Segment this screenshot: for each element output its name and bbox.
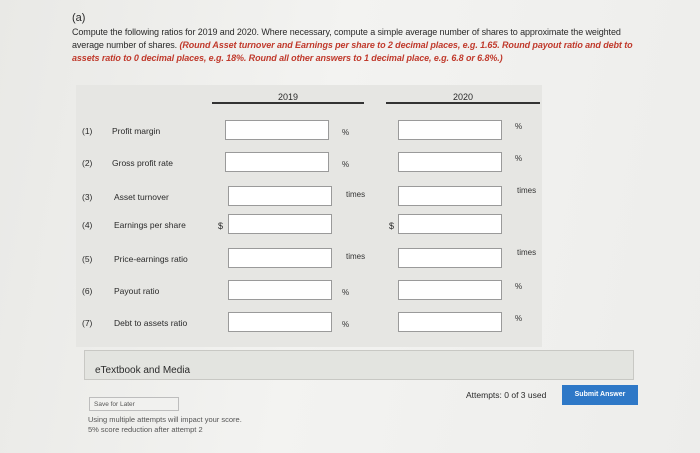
answer-input-2019[interactable] [225, 152, 329, 172]
unit-label-2020: times [517, 248, 537, 257]
answer-input-2020[interactable] [398, 280, 502, 300]
answer-input-2019[interactable] [228, 214, 332, 234]
attempts-counter: Attempts: 0 of 3 used [466, 390, 547, 400]
row-number: (2) [82, 158, 93, 168]
instructions [72, 26, 652, 65]
column-header-2019: 2019 [212, 92, 364, 104]
unit-label-2019: % [342, 160, 350, 169]
rounding-instructions: (Round Asset turnover and Earnings per share to 2 decimal places, e.g. 1.65. Round payout ratio and debt to assets ratio to 0 decimal places, e.g. 18%. Round all other answers to 1 decimal place, e.g. 6.8 or 6.8%.) [72, 40, 633, 63]
column-header-2020: 2020 [386, 92, 540, 104]
answer-input-2019[interactable] [228, 280, 332, 300]
row-number: (5) [82, 254, 93, 264]
unit-label-2019: times [346, 252, 366, 261]
unit-label-2019: % [342, 288, 350, 297]
unit-label-2020: % [515, 122, 523, 131]
part-label: (a) [72, 12, 86, 24]
row-number: (3) [82, 192, 93, 202]
etextbook-media-bar[interactable] [84, 350, 634, 380]
answer-input-2020[interactable] [398, 248, 502, 268]
answer-input-2020[interactable] [398, 186, 502, 206]
attempt-note-line1: Using multiple attempts will impact your score. [88, 415, 242, 424]
instructions-text: Compute the following ratios for 2019 and 2020. Where necessary, compute a simple average number of shares to approximate the weighted average number of shares. [72, 27, 621, 50]
attempt-note-line2: 5% score reduction after attempt 2 [88, 425, 203, 434]
row-label: Gross profit rate [112, 158, 173, 168]
row-label: Earnings per share [114, 220, 186, 230]
answer-input-2019[interactable] [225, 120, 329, 140]
dollar-sign-2019: $ [218, 221, 224, 231]
unit-label-2019: % [342, 320, 350, 329]
save-for-later-button[interactable]: Save for Later [89, 397, 179, 411]
row-number: (1) [82, 126, 93, 136]
unit-label-2020: % [515, 154, 523, 163]
answer-input-2020[interactable] [398, 214, 502, 234]
row-label: Debt to assets ratio [114, 318, 188, 328]
row-label: Payout ratio [114, 286, 160, 296]
dollar-sign-2020: $ [389, 221, 395, 231]
row-number: (7) [82, 318, 93, 328]
row-label: Asset turnover [114, 192, 169, 202]
answer-input-2020[interactable] [398, 312, 502, 332]
submit-answer-button[interactable]: Submit Answer [562, 385, 638, 405]
row-number: (4) [82, 220, 93, 230]
answer-input-2020[interactable] [398, 120, 502, 140]
row-number: (6) [82, 286, 93, 296]
answer-input-2019[interactable] [228, 248, 332, 268]
unit-label-2020: % [515, 314, 523, 323]
row-label: Profit margin [112, 126, 161, 136]
unit-label-2020: times [517, 186, 537, 195]
unit-label-2020: % [515, 282, 523, 291]
answer-input-2019[interactable] [228, 186, 332, 206]
unit-label-2019: % [342, 128, 350, 137]
attempt-note [88, 415, 242, 435]
unit-label-2019: times [346, 190, 366, 199]
etextbook-label: eTextbook and Media [95, 365, 191, 376]
answer-input-2019[interactable] [228, 312, 332, 332]
row-label: Price-earnings ratio [114, 254, 188, 264]
answer-input-2020[interactable] [398, 152, 502, 172]
